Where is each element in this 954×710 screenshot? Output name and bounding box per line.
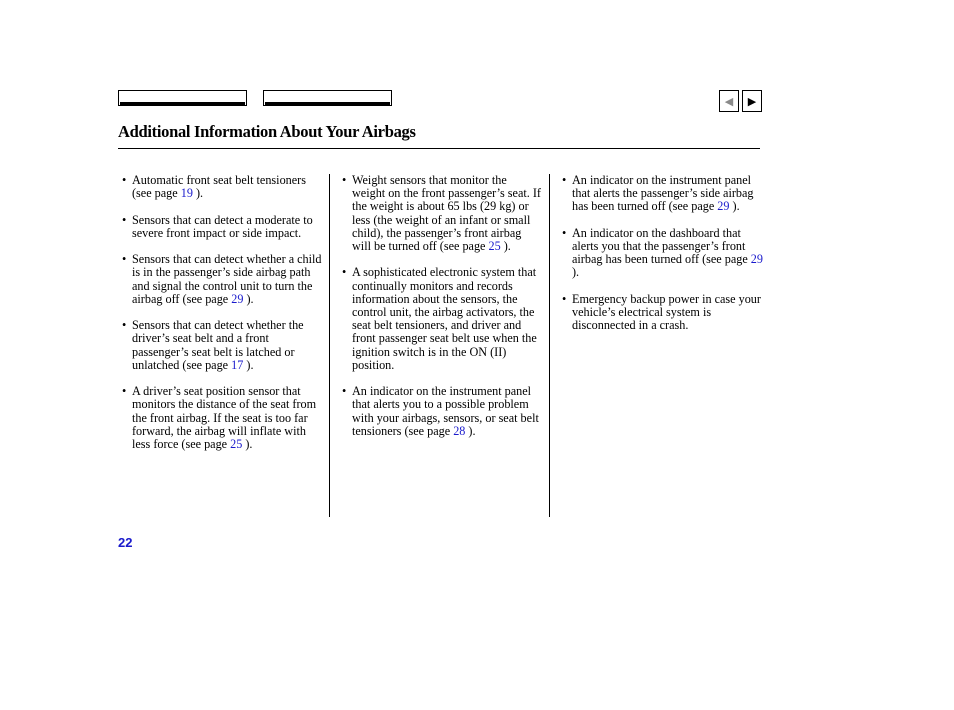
column-1: [122, 174, 324, 464]
item-text-end: ).: [192, 186, 204, 201]
item-text: Emergency backup power in case your vehicle’s electrical system is disconnected in a crash.: [572, 291, 761, 333]
column-divider: [549, 174, 550, 517]
bullet-icon: •: [562, 173, 567, 187]
page-number: 22: [118, 535, 133, 550]
bullet-icon: •: [562, 225, 567, 240]
list-item: [562, 293, 766, 333]
item-text-end: ).: [243, 291, 254, 306]
item-text: Sensors that can detect whether the driver’s seat belt and a front passenger’s seat belt is latched or unlatched (see page: [132, 318, 304, 372]
page-link[interactable]: 19: [180, 186, 193, 201]
list-item: [562, 227, 766, 280]
item-text: Weight sensors that monitor the weight on the front passenger’s seat. If the weight is about 65 lbs (29 kg) or less (the weight of an infant or small child), the passenger’s front airbag will be turned off (see page: [352, 173, 541, 254]
bullet-icon: •: [122, 252, 127, 267]
column-3: [562, 174, 766, 346]
title-divider: [118, 148, 760, 149]
page-link[interactable]: 29: [231, 291, 244, 306]
item-text-end: ).: [242, 437, 253, 451]
item-text-end: ).: [243, 357, 254, 372]
page-link[interactable]: 28: [453, 423, 466, 438]
bullet-icon: •: [122, 384, 127, 399]
page-link[interactable]: 29: [717, 199, 730, 214]
bullet-icon: •: [342, 384, 347, 399]
column-2: [342, 174, 542, 451]
page-link[interactable]: 29: [750, 252, 763, 267]
list-item: [122, 174, 324, 200]
list-item: [122, 385, 324, 451]
list-item: [122, 253, 324, 306]
page-link[interactable]: 25: [230, 437, 243, 451]
item-text-end: ).: [729, 199, 740, 214]
item-text: A driver’s seat position sensor that monitors the distance of the seat from the front airbag. If the seat is too far forward, the airbag will inflate with less force (see page: [132, 384, 317, 451]
page-link[interactable]: 17: [231, 357, 244, 372]
item-text-end: ).: [465, 423, 476, 438]
bullet-icon: •: [342, 173, 347, 187]
item-text: A sophisticated electronic system that continually monitors and records information about the sensors, the control unit, the airbag activators, the seat belt tensioners, and driver and front passenger seat belt use when the ignition switch is in the ON (II) position.: [352, 265, 537, 372]
list-item: [342, 174, 542, 253]
nav-button-contents[interactable]: [118, 90, 247, 106]
bullet-icon: •: [562, 291, 567, 306]
bullet-icon: •: [122, 318, 127, 333]
bullet-icon: •: [122, 212, 127, 227]
item-text: Sensors that can detect a moderate to severe front impact or side impact.: [132, 212, 313, 240]
item-text: An indicator on the dashboard that alerts you that the passenger’s front airbag has been turned off (see page: [572, 225, 751, 267]
item-text-end: ).: [572, 265, 580, 280]
bullet-icon: •: [122, 173, 127, 187]
bullet-icon: •: [342, 265, 347, 280]
page-link[interactable]: 25: [488, 239, 501, 254]
list-item: [342, 266, 542, 372]
previous-page-arrow-icon[interactable]: ◀: [719, 90, 739, 112]
nav-button-index[interactable]: [263, 90, 392, 106]
item-text: An indicator on the instrument panel that alerts the passenger’s side airbag has been turned off (see page: [572, 173, 754, 214]
list-item: [342, 385, 542, 438]
item-text: An indicator on the instrument panel that alerts you to a possible problem with your airbags, sensors, or seat belt tensioners (see page: [352, 384, 539, 438]
item-text-end: ).: [500, 239, 511, 254]
list-item: [562, 174, 766, 214]
list-item: [122, 319, 324, 372]
item-text: Sensors that can detect whether a child is in the passenger’s side airbag path and signal the control unit to turn the airbag off (see page: [132, 252, 322, 306]
item-text: Automatic front seat belt tensioners (see page: [132, 173, 306, 201]
list-item: [122, 214, 324, 240]
next-page-arrow-icon[interactable]: ▶: [742, 90, 762, 112]
page-title: Additional Information About Your Airbags: [118, 122, 416, 141]
column-divider: [329, 174, 330, 517]
